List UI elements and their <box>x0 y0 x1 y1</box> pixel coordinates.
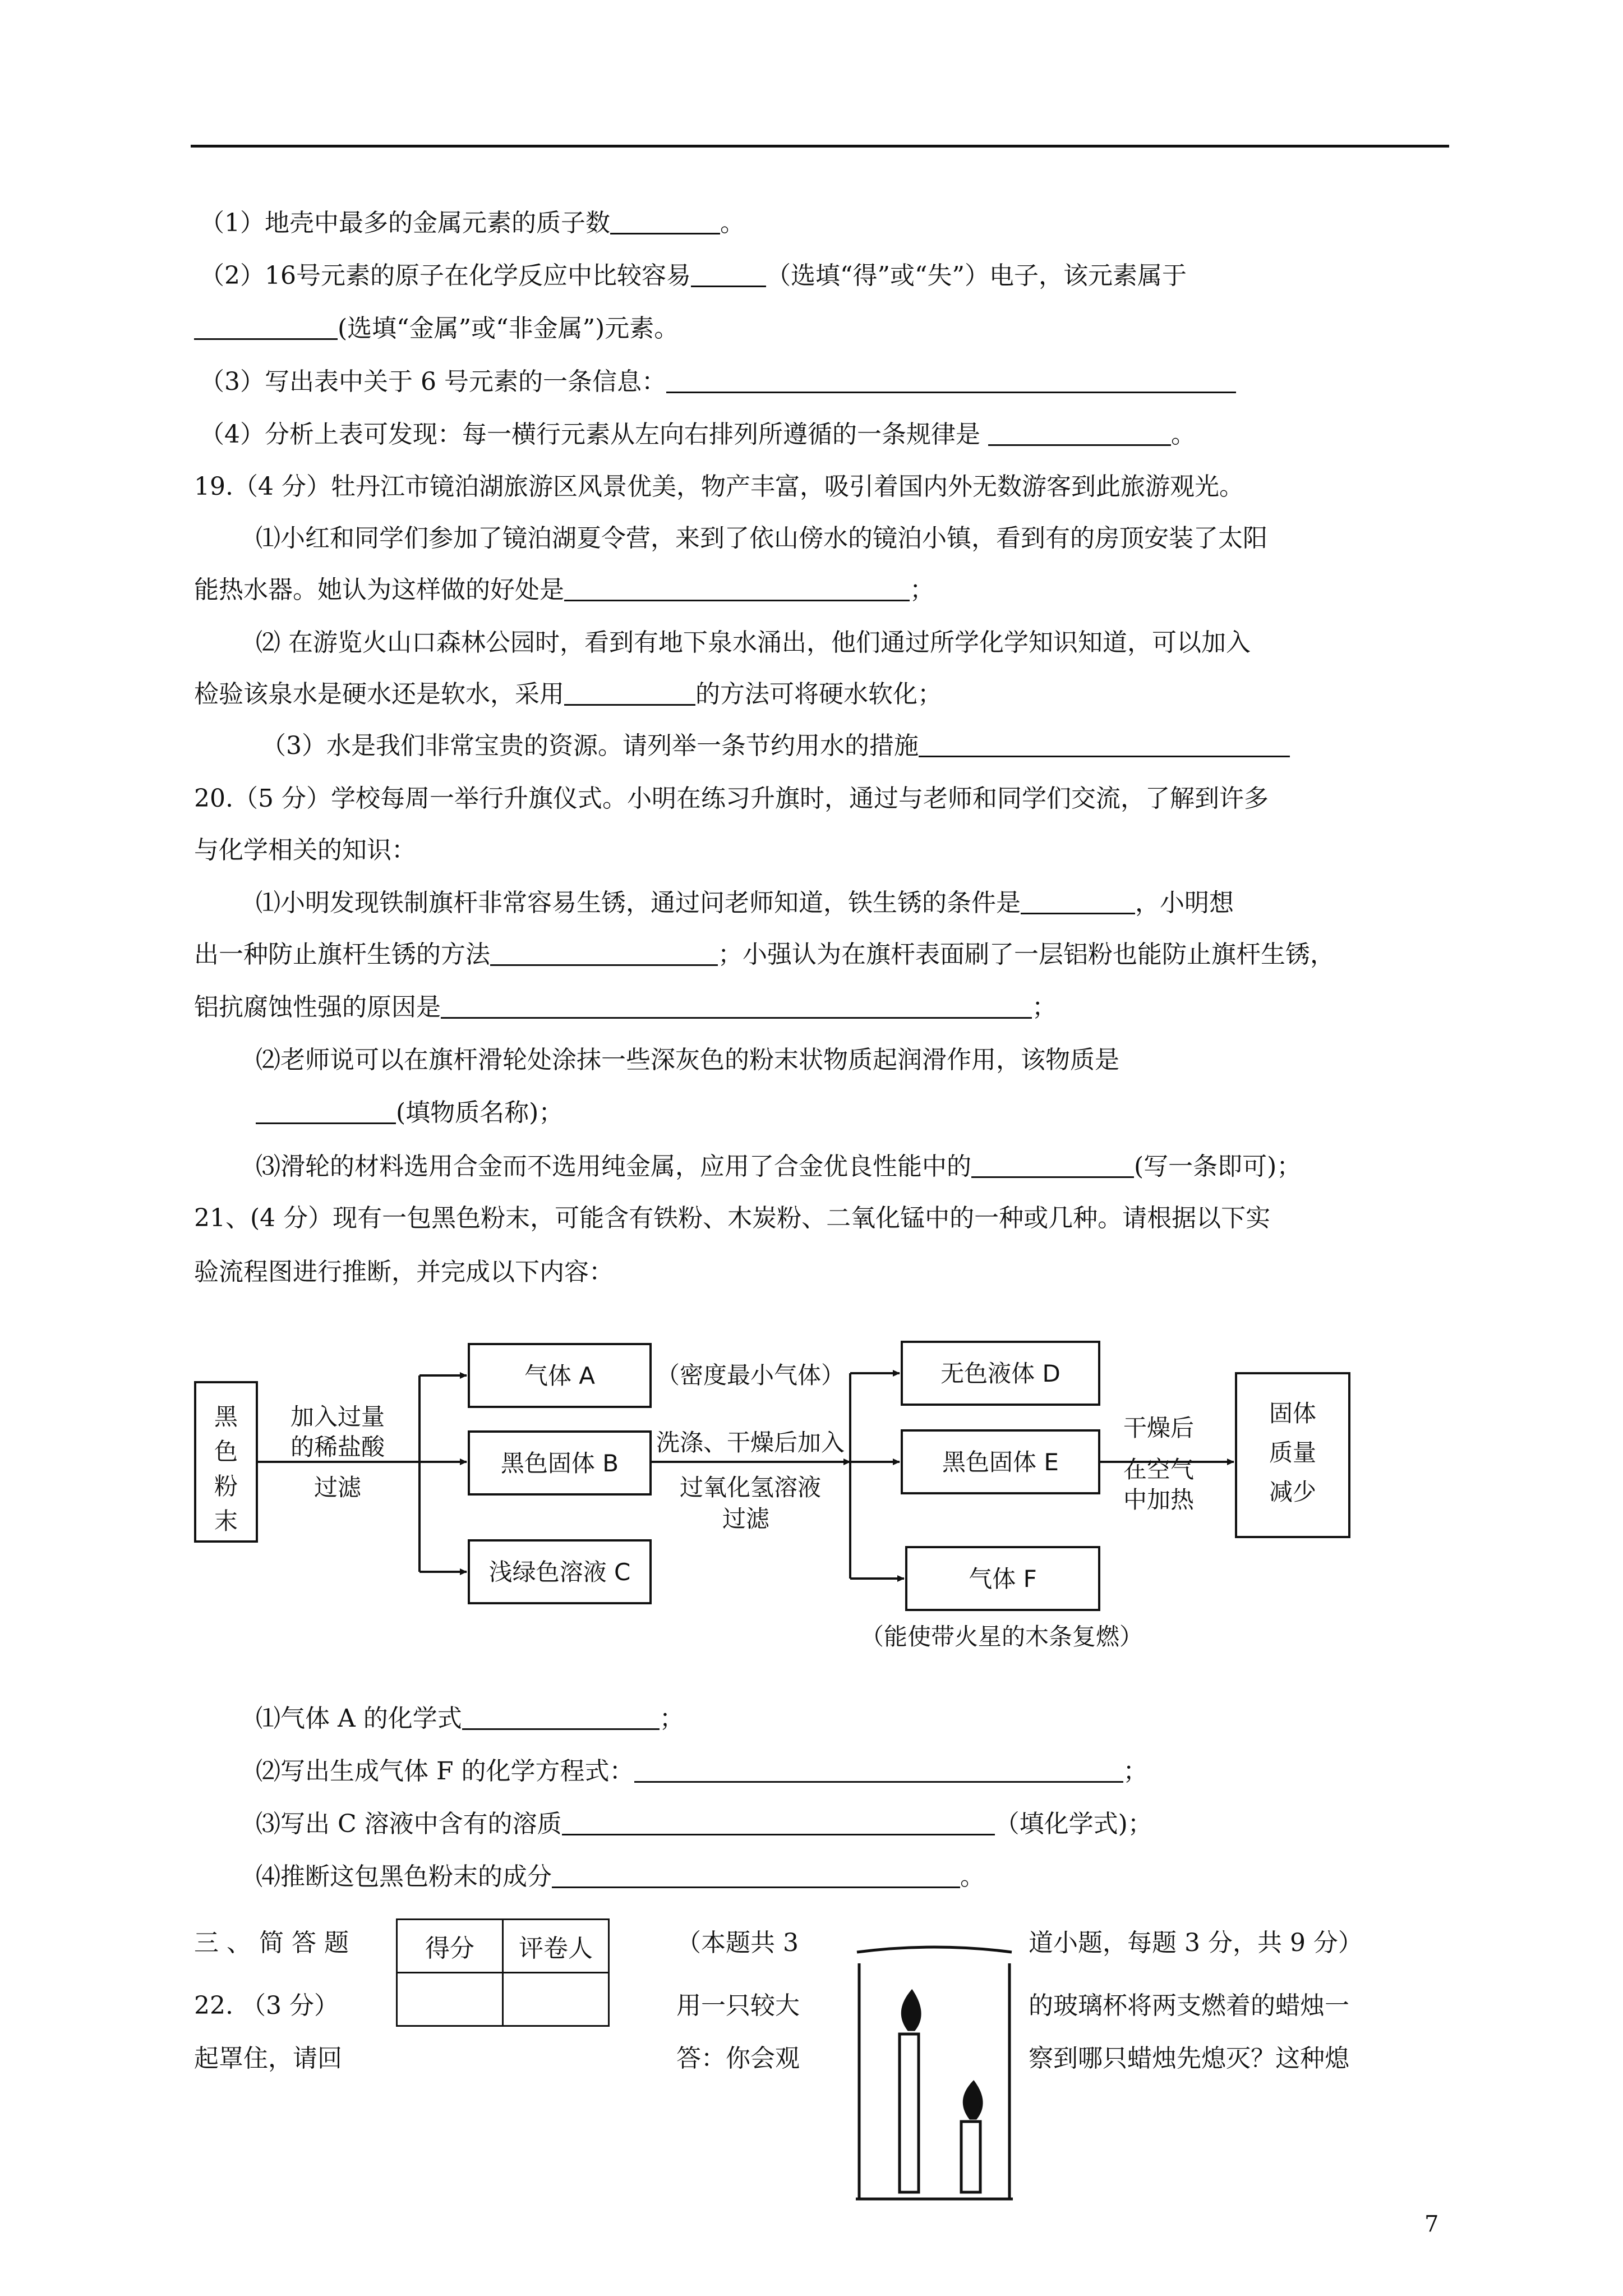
q20-part2: ⑵老师说可以在旗杆滑轮处涂抹一些深灰色的粉末状物质起润滑作用，该物质是 <box>256 1046 1119 1074</box>
q19-part1-cont: 能热水器。她认为这样做的好处是 ； <box>194 576 934 604</box>
q18-part4: （4）分析上表可发现：每一横行元素从左向右排列所遵循的一条规律是 。 <box>200 420 1196 449</box>
q22-text: 答：你会观 <box>676 2044 800 2073</box>
section-note-left: （本题共 3 <box>676 1929 799 1957</box>
q20-part2-cont: (填物质名称)； <box>256 1096 563 1130</box>
step2-label: 洗涤、干燥后加入 <box>656 1429 845 1456</box>
liquid-d-label: 无色液体 D <box>940 1360 1061 1387</box>
short-candle-icon <box>961 2122 980 2192</box>
q22-text: 用一只较大 <box>676 1991 800 2020</box>
step1-label: 的稀盐酸 <box>290 1433 385 1461</box>
q21-part2: ⑵写出生成气体 F 的化学方程式： ； <box>256 1757 1148 1786</box>
result-label: 质量 <box>1269 1439 1317 1466</box>
gas-a-label: 气体 A <box>524 1362 596 1389</box>
q20-part1-cont: 出一种防止旗杆生锈的方法 ；小强认为在旗杆表面刷了一层铝粉也能防止旗杆生锈， <box>194 940 1335 969</box>
gas-f-note: （能使带火星的木条复燃） <box>860 1623 1144 1650</box>
q19-part2-cont: 检验该泉水是硬水还是软水，采用 的方法可将硬水软化； <box>194 680 942 708</box>
q18-part3: （3）写出表中关于 6 号元素的一条信息： <box>200 365 1236 399</box>
solid-e-label: 黑色固体 E <box>942 1448 1059 1476</box>
step2-label: 过滤 <box>722 1505 770 1533</box>
answer-blank[interactable] <box>552 1864 960 1888</box>
section-title: 三 、 简 答 题 <box>194 1929 349 1957</box>
start-char: 粉 <box>214 1473 238 1500</box>
tall-candle-icon <box>900 2034 919 2192</box>
step2-label: 过氧化氢溶液 <box>679 1474 822 1501</box>
start-char: 末 <box>214 1507 238 1535</box>
q22-text: 的玻璃杯将两支燃着的蜡烛一 <box>1029 1991 1349 2020</box>
step1-label: 过滤 <box>313 1474 362 1501</box>
q20-part1-cont2: 铝抗腐蚀性强的原因是 ； <box>194 993 1057 1022</box>
start-char: 黑 <box>214 1403 238 1430</box>
candle-glass-illustration <box>856 1947 1013 2199</box>
step1-label: 加入过量 <box>290 1403 385 1430</box>
q21-heading: 21、(4 分）现有一包黑色粉末，可能含有铁粉、木炭粉、二氧化锰中的一种或几种。请根据以下实 <box>194 1204 1271 1232</box>
q18-part2: （2）16号元素的原子在化学反应中比较容易 （选填“得”或“失”）电子，该元素属于 <box>200 261 1187 290</box>
q19-heading: 19.（4 分）牡丹江市镜泊湖旅游区风景优美，物产丰富，吸引着国内外无数游客到此旅游观光。 <box>194 472 1244 501</box>
score-header: 得分 <box>397 1920 503 1973</box>
grader-header: 评卷人 <box>503 1920 609 1973</box>
score-cell[interactable] <box>397 1973 503 2026</box>
gas-a-note: （密度最小气体） <box>656 1361 845 1389</box>
section-note-right: 道小题，每题 3 分，共 9 分） <box>1029 1929 1363 1957</box>
flame-icon <box>902 1991 920 2030</box>
answer-blank[interactable] <box>634 1759 1123 1783</box>
start-char: 色 <box>214 1438 238 1465</box>
solid-b-label: 黑色固体 B <box>500 1450 619 1477</box>
q22-text: 察到哪只蜡烛先熄灭？这种熄 <box>1029 2044 1349 2073</box>
step3-label: 中加热 <box>1123 1486 1195 1513</box>
glass-icon <box>859 1963 1009 2199</box>
page-number: 7 <box>1424 2211 1439 2237</box>
q21-part3: ⑶写出 C 溶液中含有的溶质 （填化学式)； <box>256 1810 1152 1838</box>
q21-part4: ⑷推断这包黑色粉末的成分 。 <box>256 1862 985 1891</box>
q20-heading-cont: 与化学相关的知识： <box>194 836 416 864</box>
q19-part3: （3）水是我们非常宝贵的资源。请列举一条节约用水的措施 <box>261 729 1290 763</box>
step3-label: 干燥后 <box>1123 1414 1195 1442</box>
q22-number: 22. （3 分） <box>194 1991 339 2020</box>
q18-part1: （1）地壳中最多的金属元素的质子数 。 <box>200 209 745 237</box>
q20-part1: ⑴小明发现铁制旗杆非常容易生锈，通过问老师知道，铁生锈的条件是 ，小明想 <box>256 889 1234 917</box>
q19-part1: ⑴小红和同学们参加了镜泊湖夏令营，来到了依山傍水的镜泊小镇，看到有的房顶安装了太阳 <box>256 524 1267 553</box>
result-label: 减少 <box>1269 1478 1317 1506</box>
q20-heading: 20.（5 分）学校每周一举行升旗仪式。小明在练习升旗时，通过与老师和同学们交流，了解到许多 <box>194 784 1269 813</box>
flame-icon <box>964 2082 981 2118</box>
gas-f-label: 气体 F <box>969 1565 1037 1593</box>
answer-blank[interactable] <box>462 1706 660 1730</box>
q22-text: 起罩住，请回 <box>194 2044 342 2073</box>
grader-cell[interactable] <box>503 1973 609 2026</box>
answer-blank[interactable] <box>562 1811 995 1835</box>
q21-heading-cont: 验流程图进行推断，并完成以下内容： <box>194 1258 614 1286</box>
score-table <box>396 1918 610 2027</box>
solution-c-label: 浅绿色溶液 C <box>488 1558 631 1586</box>
q19-part2: ⑵ 在游览火山口森林公园时，看到有地下泉水涌出，他们通过所学化学知识知道，可以加入 <box>256 628 1251 657</box>
q21-part1: ⑴气体 A 的化学式 ； <box>256 1704 684 1733</box>
result-label: 固体 <box>1269 1400 1317 1427</box>
q20-part3: ⑶滑轮的材料选用合金而不选用纯金属，应用了合金优良性能中的 (写一条即可)； <box>256 1152 1302 1181</box>
step3-label: 在空气 <box>1123 1456 1195 1483</box>
q18-part2-cont: (选填“金属”或“非金属”)元素。 <box>194 312 679 346</box>
